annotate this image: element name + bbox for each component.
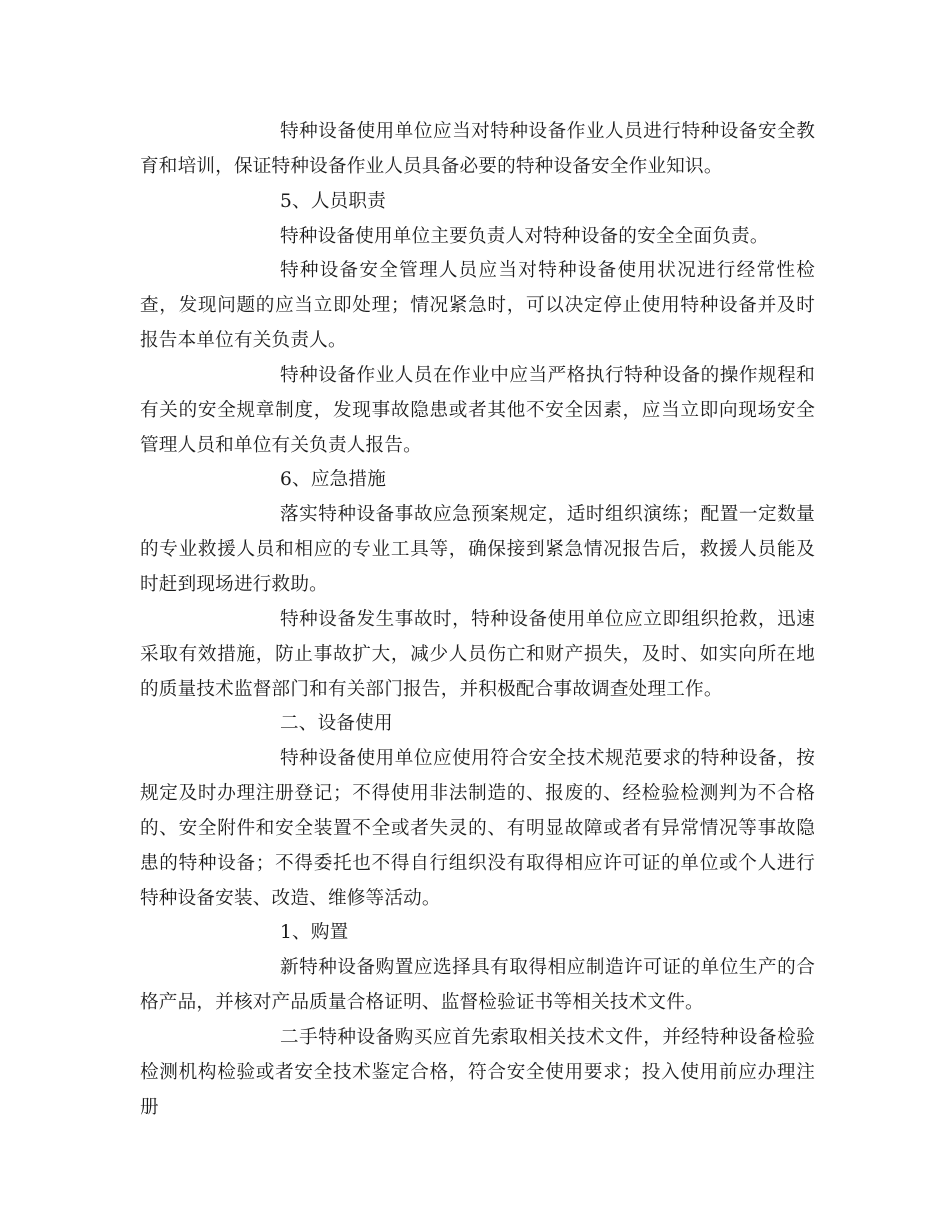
paragraph-emergency-plan: 落实特种设备事故应急预案规定，适时组织演练；配置一定数量的专业救援人员和相应的专业工具等，确保接到紧急情况报告后，救援人员能及时赶到现场进行救助。 — [140, 504, 815, 595]
paragraph-used-equipment: 二手特种设备购买应首先索取相关技术文件，并经特种设备检验检测机构检验或者安全技术鉴定合格，符合安全使用要求；投入使用前应办理注册 — [140, 1026, 815, 1118]
paragraph-operators: 特种设备作业人员在作业中应当严格执行特种设备的操作规程和有关的安全规章制度，发现事故隐患或者其他不安全因素，应当立即向现场安全管理人员和单位有关负责人报告。 — [140, 364, 815, 456]
paragraph-training: 特种设备使用单位应当对特种设备作业人员进行特种设备安全教育和培训，保证特种设备作业人员具备必要的特种设备安全作业知识。 — [140, 121, 815, 177]
paragraph-new-equipment: 新特种设备购置应选择具有取得相应制造许可证的单位生产的合格产品，并核对产品质量合格证明、监督检验证书等相关技术文件。 — [140, 957, 815, 1014]
heading-purchase: 1、购置 — [280, 922, 349, 944]
heading-personnel-duties: 5、人员职责 — [280, 190, 386, 212]
document-body — [140, 115, 815, 1125]
heading-emergency-measures: 6、应急措施 — [280, 469, 386, 491]
heading-equipment-use: 二、设备使用 — [280, 713, 393, 735]
paragraph-safety-manager: 特种设备安全管理人员应当对特种设备使用状况进行经常性检查，发现问题的应当立即处理；情况紧急时，可以决定停止使用特种设备并及时报告本单位有关负责人。 — [140, 260, 815, 352]
paragraph-equipment-use-rules: 特种设备使用单位应使用符合安全技术规范要求的特种设备，按规定及时办理注册登记；不得使用非法制造的、报废的、经检验检测判为不合格的、安全附件和安全装置不全或者失灵的、有明显故障或者有异常情况等事故隐患的特种设备；不得委托也不得自行组织没有取得相应许可证的单位或个人进行特种设备安装、改造、维修等活动。 — [140, 748, 815, 909]
paragraph-accident-response: 特种设备发生事故时，特种设备使用单位应立即组织抢救，迅速采取有效措施，防止事故扩大，减少人员伤亡和财产损失，及时、如实向所在地的质量技术监督部门和有关部门报告，并积极配合事故调查处理工作。 — [140, 608, 815, 700]
paragraph-principal-responsibility: 特种设备使用单位主要负责人对特种设备的安全全面负责。 — [280, 225, 769, 247]
